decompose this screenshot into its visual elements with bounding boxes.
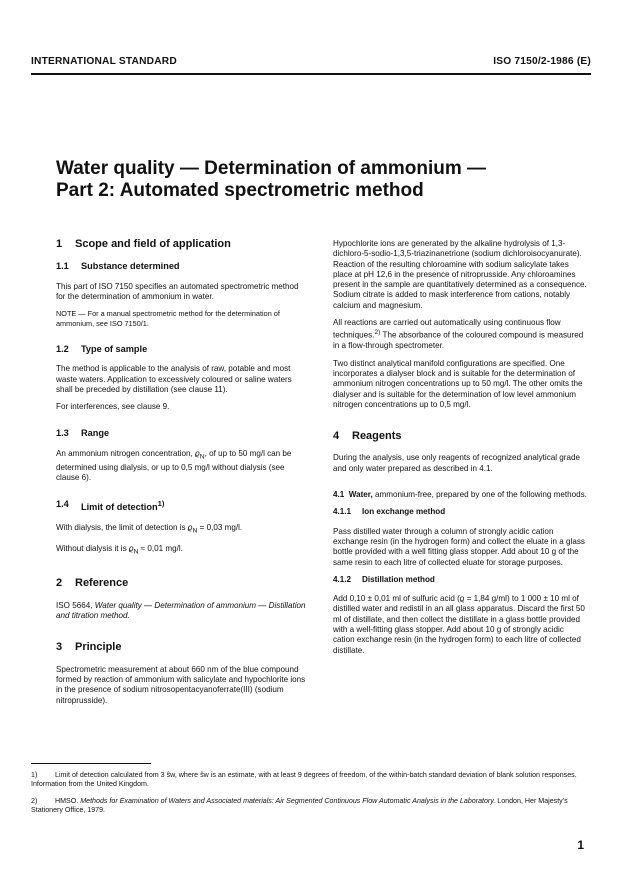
text: ammonium-free, prepared by one of the following methods. xyxy=(372,490,587,500)
section-title: Substance determined xyxy=(81,261,180,272)
section-number: 4.1.2 xyxy=(333,574,352,584)
section-title: Ion exchange method xyxy=(362,507,446,517)
subscript: N xyxy=(133,548,139,556)
paragraph xyxy=(333,318,587,352)
section-1-3-heading xyxy=(56,428,310,438)
section-1-1-heading xyxy=(56,261,310,271)
paragraph: Pass distilled water through a column of strongly acidic cation exchange resin (in the hydrogen form) and collect the eluate in a glass bottle provided with a well fitting glass stopper. Add about 10 g of the same resin to each litre of collected eluate for storage purposes. xyxy=(333,526,585,567)
right-column xyxy=(333,239,587,663)
section-number: 4.1 xyxy=(333,490,345,500)
footnote-1 xyxy=(31,771,591,790)
text: With dialysis, the limit of detection is xyxy=(56,522,188,532)
text: ISO 5664, xyxy=(56,600,95,610)
section-title: Reagents xyxy=(352,430,402,443)
section-4-heading xyxy=(333,431,587,441)
footnote-rule xyxy=(31,763,151,764)
paragraph xyxy=(56,523,310,537)
paragraph: Two distinct analytical manifold configurations are specified. One incorporates a dialyser block and is suitable for the determination of ammonium nitrogen concentrations up to 50 mg/l. The other omits the dialyser and is suitable for the determination of low level ammonium nitrogen concentrations up to 0,5 mg/l. xyxy=(333,358,583,409)
paragraph: Hypochlorite ions are generated by the alkaline hydrolysis of 1,3-dichloro-5-sodio-1,3,5-triazinanetrione (sodium dichloroisocyanurate). Reaction of the resulting chloroamine with sodium salicylate takes place at pH 12,6 in the presence of nitroprusside. Any chloroamines present in the sample are quantitatively determined as a consequence. Sodium citrate is added to mask interference from cations, notably calcium and magnesium. xyxy=(333,239,587,310)
text: All reactions are carried out automatically using continuous flow techniques. xyxy=(333,318,561,341)
paragraph: This part of ISO 7150 specifies an automated spectrometric method for the determination of ammonium in water. xyxy=(56,281,299,301)
section-1-2-heading xyxy=(56,344,310,354)
section-3-heading xyxy=(56,642,310,652)
paragraph xyxy=(56,449,310,484)
footnote-ref[interactable]: 1) xyxy=(157,499,165,509)
section-number: 2 xyxy=(56,577,63,590)
header-right: ISO 7150/2-1986 (E) xyxy=(493,56,591,67)
footnote-text: Limit of detection calculated from 3 ŝw, where ŝw is an estimate, with at least 9 degrees of freedom, of the within-batch standard deviation of blank solution responses. Information from the United Kingdom. xyxy=(31,771,577,789)
text: An ammonium nitrogen concentration, xyxy=(56,448,196,458)
section-2-heading xyxy=(56,578,310,588)
footnote-title: Methods for Examination of Waters and Associated materials: Air Segmented Continuous Flow Automatic Analysis in the Laboratory. xyxy=(80,797,496,805)
text: Without dialysis it is xyxy=(56,543,129,553)
section-number: 4.1.1 xyxy=(333,507,352,517)
section-number: 1.1 xyxy=(56,261,69,272)
text: The absorbance of the coloured compound is measured in a flow-through spectrometer. xyxy=(333,331,584,351)
paragraph: Spectrometric measurement at about 660 nm of the blue compound formed by reaction of ammonium with salicylate and hypochlorite ions in the presence of sodium nitrosopentacyanoferrate(III) (sodium nitroprusside). xyxy=(56,664,306,705)
section-title: Water, xyxy=(348,490,373,500)
footnote-text: London, Her Majesty's Stationery Office, 1979. xyxy=(31,797,568,815)
section-title: Limit of detection xyxy=(81,502,158,513)
section-4-1-2-heading xyxy=(333,575,587,585)
subscript: N xyxy=(192,527,198,535)
section-number: 1.2 xyxy=(56,344,69,354)
section-number: 1 xyxy=(56,238,63,250)
section-1-4-heading xyxy=(56,499,310,512)
header-rule xyxy=(31,73,591,75)
text: ≈ 0,01 mg/l. xyxy=(138,543,183,553)
section-title: Type of sample xyxy=(81,344,148,354)
document-title xyxy=(56,158,576,202)
title-line-2: Part 2: Automated spectrometric method xyxy=(56,180,424,201)
reference-title: Water quality — Determination of ammonium — Distillation and titration method. xyxy=(56,600,306,621)
rho-symbol: ϱ xyxy=(187,522,193,532)
footnote-text: HMSO. xyxy=(55,797,81,805)
paragraph: The method is applicable to the analysis of raw, potable and most waste waters. Application to excessively coloured or saline waters shall be preceded by distillation (see clause 11). xyxy=(56,364,292,394)
paragraph xyxy=(56,544,310,558)
footnote-marker: 2) xyxy=(31,797,38,805)
paragraph: Add 0,10 ± 0,01 ml of sulfuric acid (ϱ = 1,84 g/ml) to 1 000 ± 10 ml of distilled water and redistil in an all glass apparatus. Discard the first 50 ml of distillate, and then collect the distillate in a glass bottle provided with a well-fitting glass stopper. Add about 10 g of strongly acidic cation exchange resin (in the hydrogen form) to each litre of collected distillate. xyxy=(333,594,585,655)
page-number: 1 xyxy=(577,838,584,852)
footnote-marker: 1) xyxy=(31,771,38,779)
rho-symbol: ϱ xyxy=(195,448,200,458)
running-header xyxy=(31,56,591,67)
paragraph xyxy=(56,601,310,622)
section-number: 4 xyxy=(333,430,340,443)
section-title: Scope and field of application xyxy=(75,238,231,250)
paragraph: For interferences, see clause 9. xyxy=(56,402,170,412)
left-column xyxy=(56,239,310,713)
section-1-heading xyxy=(56,239,310,249)
text: = 0,03 mg/l. xyxy=(197,522,243,532)
section-title: Principle xyxy=(75,641,122,654)
rho-symbol: ϱ xyxy=(128,543,134,553)
text: , of up to 50 mg/l can be determined using dialysis, or up to 0,5 mg/l without dialysis (see clause 6). xyxy=(56,448,292,482)
section-number: 1.3 xyxy=(56,428,69,439)
footnote-2 xyxy=(31,797,591,816)
footnote-ref[interactable]: 2) xyxy=(374,329,381,337)
title-line-1: Water quality — Determination of ammonium — xyxy=(56,158,487,179)
header-left: INTERNATIONAL STANDARD xyxy=(31,56,177,67)
paragraph: During the analysis, use only reagents of recognized analytical grade and only water prepared as described in 4.1. xyxy=(333,453,581,473)
section-4-1-paragraph xyxy=(333,490,587,500)
subscript: N xyxy=(199,453,205,461)
note: NOTE — For a manual spectrometric method for the determination of ammonium, see ISO 7150/1. xyxy=(56,309,280,328)
section-title: Reference xyxy=(75,577,129,590)
section-number: 1.4 xyxy=(56,499,69,510)
section-number: 3 xyxy=(56,641,63,654)
section-title: Range xyxy=(81,428,110,439)
section-title: Distillation method xyxy=(362,574,435,584)
section-4-1-1-heading xyxy=(333,507,587,517)
